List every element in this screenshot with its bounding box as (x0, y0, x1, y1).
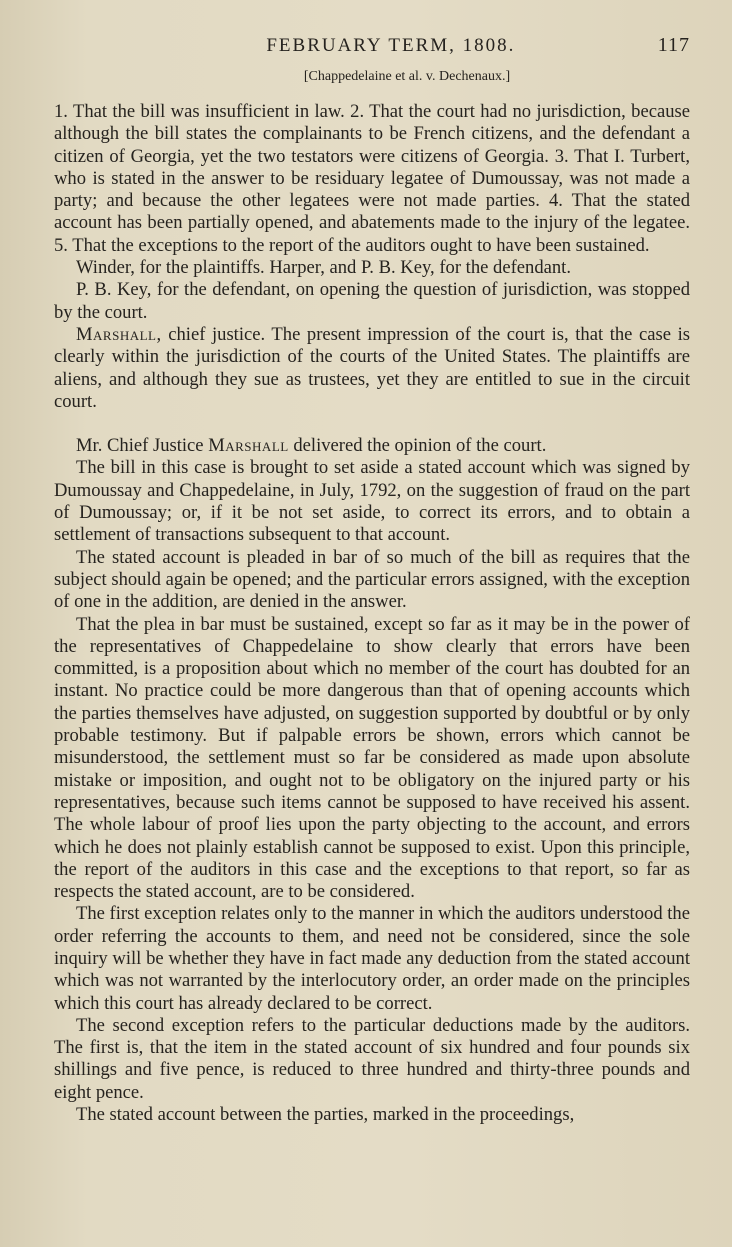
page-number: 117 (657, 34, 690, 56)
running-head (54, 34, 690, 57)
counsel-paragraph: Winder, for the plaintiffs. Harper, and P. B. Key, for the defendant. (76, 257, 571, 279)
section-gap (54, 413, 690, 435)
stated-account-paragraph: The stated account is pleaded in bar of so much of the bill as requires that the subject should again be opened; and the particular errors assigned, with the exception of one in the addition, are denied in the answer. (54, 546, 690, 613)
marshall-impression-paragraph (54, 324, 690, 413)
first-exception-paragraph: The first exception relates only to the manner in which the auditors understood the order referring the accounts to them, and need not be considered, since the sole inquiry will be whether they have in fact made any deduction from the stated account which was not warranted by the interlocutory order, an order made on the principles which this court has already declared to be correct. (54, 903, 690, 1014)
justice-name-2: Marshall (208, 435, 289, 457)
term-title: FEBRUARY TERM, 1808. (266, 35, 516, 56)
opinion-intro-paragraph (54, 435, 690, 457)
objections-paragraph: 1. That the bill was insufficient in law. 2. That the court had no jurisdiction, because although the bill states the complainants to be French citizens, and the defendant a citizen of Georgia, yet the two testators were citizens of Georgia. 3. That I. Turbert, who is stated in the answer to be residuary legatee of Dumoussay, was not made a party; and because the other legatees were not made parties. 4. That the stated account has been partially opened, and abatements made to the injury of the legatee. 5. That the exceptions to the report of the auditors ought to have been sustained. (54, 101, 690, 256)
impression-text: chief justice. The present impression of the court is, that the case is clearly within the jurisdiction of the courts of the United States. The plaintiffs are aliens, and although they sue as trustees, yet they are entitled to sue in the circuit court. (54, 323, 690, 412)
plea-in-bar-paragraph: That the plea in bar must be sustained, except so far as it may be in the power of the representatives of Chappedelaine to show clearly that errors have been committed, is a proposition about which no member of the court has doubted for an instant. No practice could be more dangerous than that of opening accounts which the parties themselves have adjusted, on suggestion supported by doubtful or by only probable testimony. But if palpable errors be shown, errors which cannot be misunderstood, the settlement must so far be considered as made upon absolute mistake or imposition, and ought not to be obligatory on the injured party or his representatives, because such items cannot be supposed to have received his assent. The whole labour of proof lies upon the party objecting to the account, and errors which he does not plainly establish cannot be supposed to exist. Upon this principle, the report of the auditors in this case and the exceptions to that report, so far as respects the stated account, are to be considered. (54, 613, 690, 903)
justice-name: Marshall, (76, 323, 162, 345)
body-text (54, 101, 690, 1126)
bill-paragraph: The bill in this case is brought to set aside a stated account which was signed by Dumoussay and Chappedelaine, in July, 1792, on the suggestion of fraud on the part of Dumoussay; or, if it be not set aside, to correct its errors, and to obtain a settlement of transactions subsequent to that account. (54, 457, 690, 546)
opinion-intro-post: delivered the opinion of the court. (288, 435, 547, 457)
case-caption: [Chappedelaine et al. v. Dechenaux.] (303, 69, 511, 84)
second-exception-paragraph: The second exception refers to the particular deductions made by the auditors. The first is, that the item in the stated account of six hundred and four pounds six shillings and five pence, is reduced to three hundred and thirty-three pounds and eight pence. (54, 1014, 690, 1103)
opinion-intro-pre: Mr. Chief Justice (76, 435, 209, 457)
stated-account-continued: The stated account between the parties, marked in the proceedings, (76, 1104, 575, 1126)
key-opening-paragraph: P. B. Key, for the defendant, on opening the question of jurisdiction, was stopped by the court. (54, 279, 690, 323)
